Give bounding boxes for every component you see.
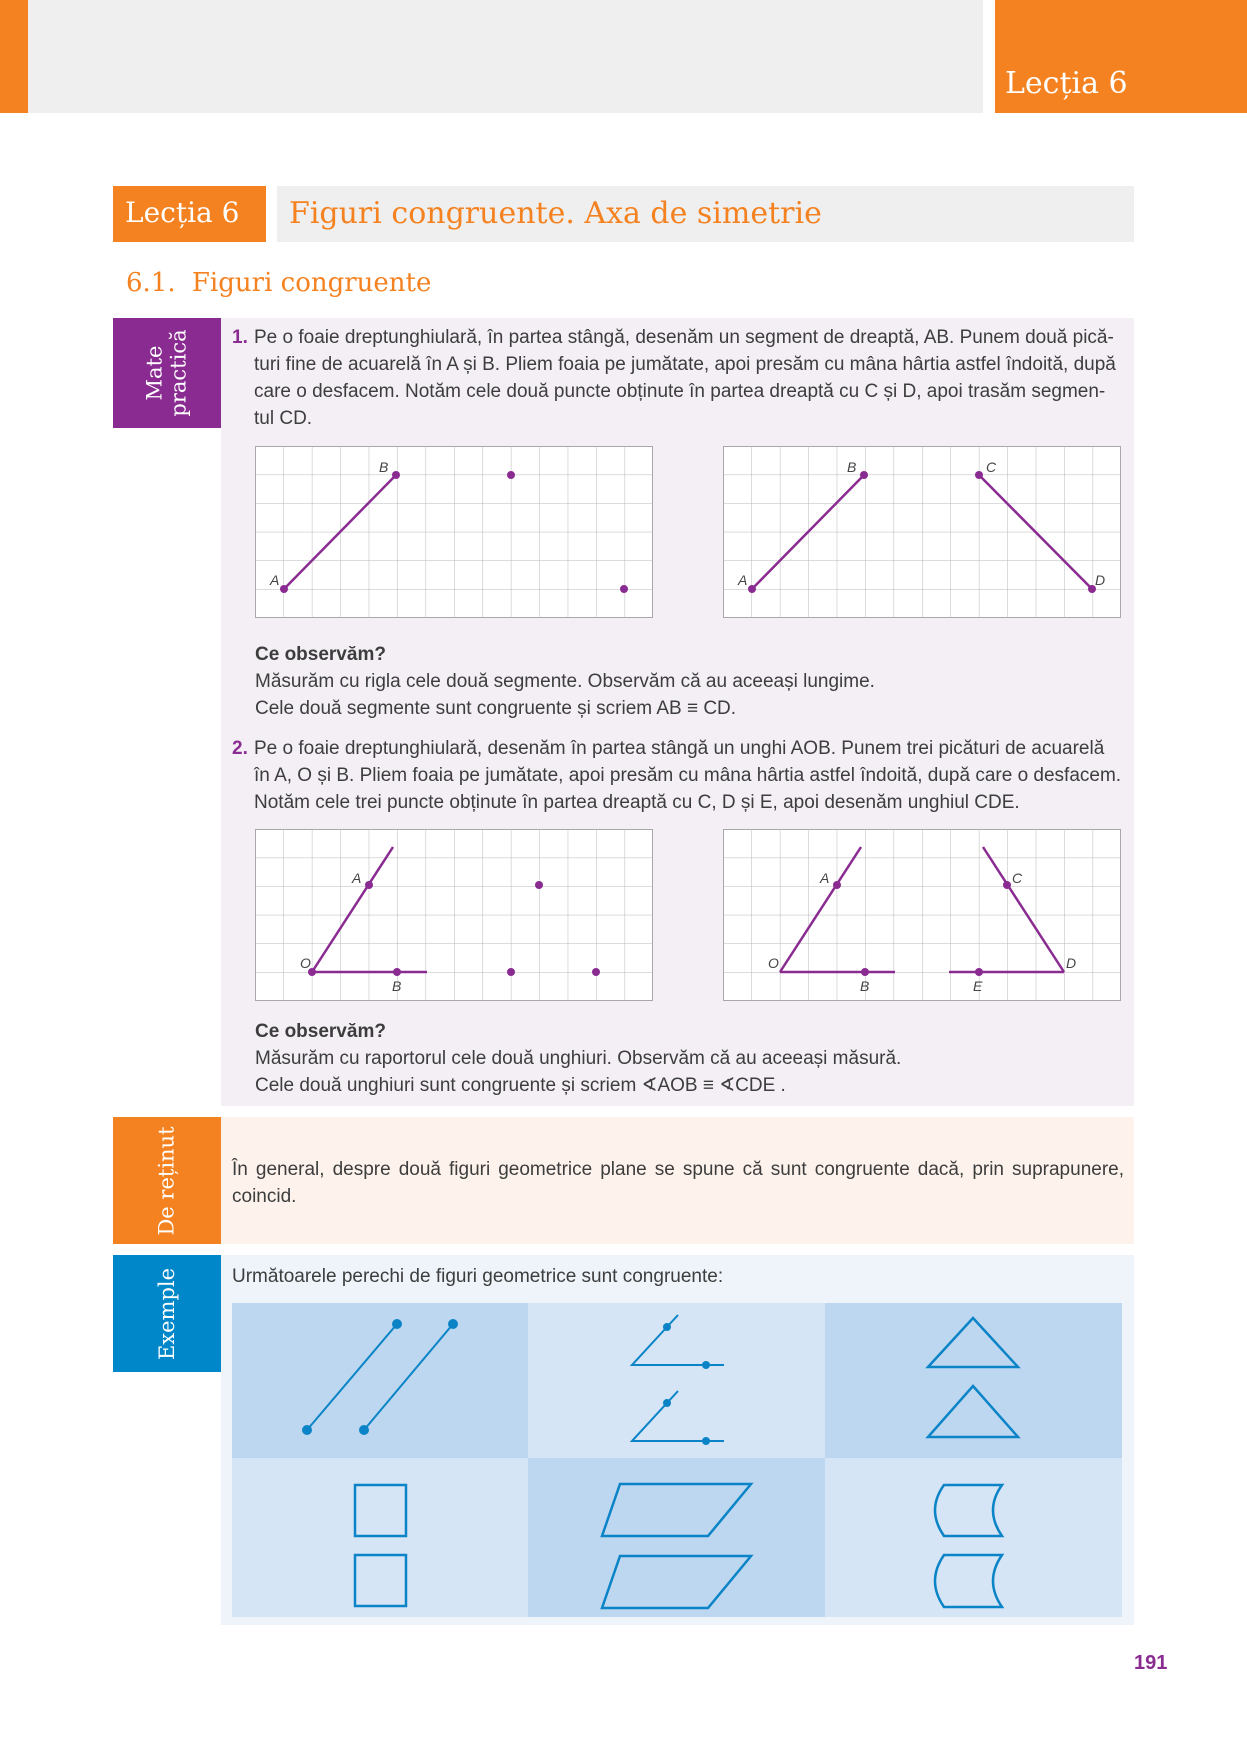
drop-c	[507, 471, 515, 479]
header-corner-tab	[995, 0, 1247, 113]
label-o: O	[300, 955, 311, 971]
label-d: D	[1095, 572, 1106, 588]
lesson-title: Figuri congruente. Axa de simetrie	[289, 196, 822, 231]
item2-observe-line2: Cele două unghiuri sunt congruente și scriem ∢AOB ≡ ∢CDE .	[255, 1075, 786, 1096]
point-a-angle	[365, 881, 373, 889]
drop-c2	[535, 881, 543, 889]
item2-observe-heading: Ce observăm?	[255, 1021, 386, 1042]
practice-tab-line2: practică	[166, 329, 191, 417]
item1-line-4: tul CD.	[254, 408, 313, 429]
example-cell-3	[825, 1303, 1122, 1458]
item1-text	[232, 324, 1132, 432]
item2-number: 2.	[232, 738, 248, 759]
example-cell-5	[528, 1458, 825, 1617]
examples-intro: Următoarele perechi de figuri geometrice sunt congruente:	[232, 1266, 724, 1287]
remember-text: În general, despre două figuri geometrice plane se spune că sunt congruente dacă, prin suprapunere, coincid.	[232, 1159, 1124, 1207]
practice-tab	[113, 318, 221, 428]
label-c: C	[986, 459, 997, 475]
example-cell-6	[825, 1458, 1122, 1617]
section-title: Figuri congruente	[191, 268, 432, 298]
item2-grid-right	[723, 829, 1121, 1001]
examples-grid	[232, 1303, 1122, 1617]
label-c2: C	[1012, 870, 1023, 886]
label-a3: A	[352, 870, 362, 886]
drop-e	[507, 968, 515, 976]
remember-tab-label: De reținut	[155, 1125, 179, 1236]
drop-d2	[592, 968, 600, 976]
item1-line-3: care o desfacem. Notăm cele două puncte obținute în partea dreaptă cu C și D, apoi trasăm segmen-	[254, 381, 1106, 402]
example-cell-1	[232, 1303, 528, 1458]
item2-observe-line1: Măsurăm cu raportorul cele două unghiuri. Observăm că au aceeași măsură.	[255, 1048, 902, 1069]
label-b3: B	[392, 978, 402, 994]
label-b: B	[379, 459, 389, 475]
remember-tab	[113, 1117, 221, 1244]
example-cell-2	[528, 1303, 825, 1458]
point-a	[280, 585, 288, 593]
example-cell-4	[232, 1458, 528, 1617]
practice-tab-line1: Mate	[142, 345, 167, 401]
item2-observation	[255, 1018, 1125, 1099]
lesson-title-box	[277, 186, 1134, 242]
item2-line-3: Notăm cele trei puncte obținute în partea dreaptă cu C, D și E, apoi desenăm unghiul CDE.	[254, 792, 1020, 813]
label-a4: A	[820, 870, 830, 886]
item1-observation	[255, 641, 1125, 722]
item1-grid-right	[723, 446, 1121, 618]
header-corner-label: Lecția 6	[1005, 66, 1128, 101]
drop-d	[620, 585, 628, 593]
item2-grid-left	[255, 829, 653, 1001]
item1-observe-line1: Măsurăm cu rigla cele două segmente. Observăm că au aceeași lungime.	[255, 671, 875, 692]
label-b4: B	[860, 978, 870, 994]
item2-text	[232, 735, 1132, 816]
header-gray-band	[28, 0, 983, 113]
label-a: A	[270, 572, 280, 588]
item1-observe-line2: Cele două segmente sunt congruente și scriem AB ≡ CD.	[255, 698, 737, 719]
item2-line-2: în A, O și B. Pliem foaia pe jumătate, apoi presăm cu mâna hârtia astfel îndoită, după care o desfacem.	[254, 765, 1122, 786]
header-bar	[0, 0, 1247, 113]
point-b-angle	[393, 968, 401, 976]
label-d2: D	[1066, 955, 1077, 971]
item2-line-1: Pe o foaie dreptunghiulară, desenăm în partea stângă un unghi AOB. Punem trei picături de acuarelă	[254, 738, 1105, 759]
label-b2: B	[847, 459, 857, 475]
header-left-accent	[0, 0, 28, 113]
examples-tab-label: Exemple	[154, 1267, 179, 1360]
label-a2: A	[738, 572, 748, 588]
item1-line-2: turi fine de acuarelă în A și B. Pliem foaia pe jumătate, apoi presăm cu mâna hârtia astfel îndoită, după	[254, 354, 1116, 375]
section-heading	[126, 268, 431, 298]
item1-grid-left	[255, 446, 653, 618]
item1-observe-heading: Ce observăm?	[255, 644, 386, 665]
lesson-label-box	[113, 186, 266, 242]
item1-number: 1.	[232, 327, 248, 348]
label-e: E	[973, 978, 983, 994]
page-number: 191	[1134, 1652, 1168, 1674]
lesson-label: Lecția 6	[125, 196, 240, 229]
label-o2: O	[768, 955, 779, 971]
point-b	[392, 471, 400, 479]
item1-line-1: Pe o foaie dreptunghiulară, în partea stângă, desenăm un segment de dreaptă, AB. Punem două pică-	[254, 327, 1114, 348]
section-number: 6.1.	[126, 268, 176, 298]
examples-tab	[113, 1255, 221, 1372]
